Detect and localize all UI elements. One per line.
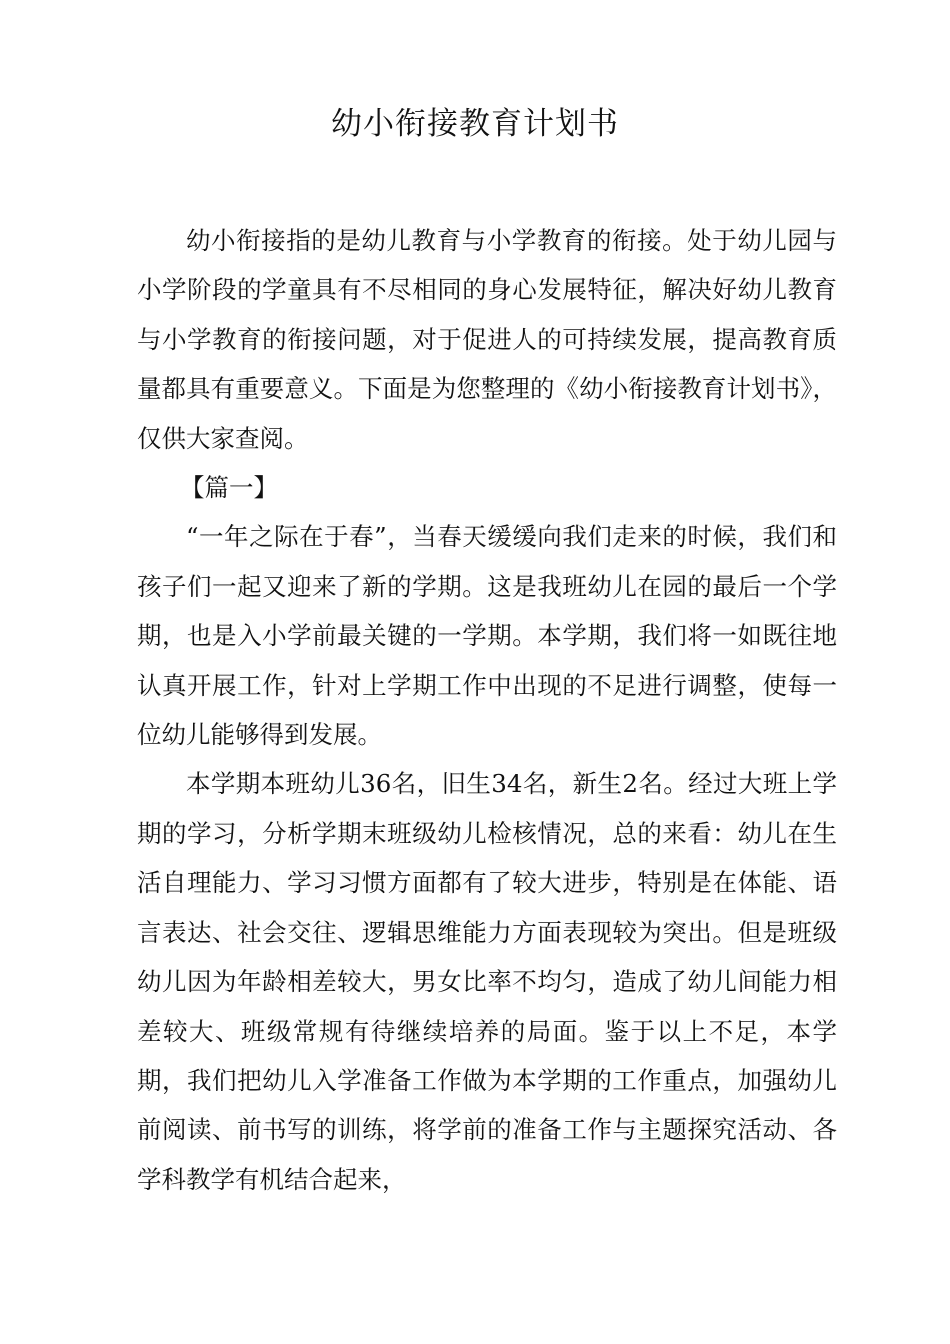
body-paragraph-1: “一年之际在于春”，当春天缓缓向我们走来的时候，我们和孩子们一起又迎来了新的学期。这是我班幼儿在园的最后一个学期，也是入小学前最关键的一学期。本学期，我们将一如既往地认真开展工作，针对上学期工作中出现的不足进行调整，使每一位幼儿能够得到发展。 [137, 522, 837, 750]
document-title: 幼小衔接教育计划书 [331, 106, 619, 142]
section-heading: 【篇一】 [180, 473, 278, 503]
intro-paragraph: 幼小衔接指的是幼儿教育与小学教育的衔接。处于幼儿园与小学阶段的学童具有不尽相同的身心发展特征，解决好幼儿教育与小学教育的衔接问题，对于促进人的可持续发展，提高教育质量都具有重要意义。下面是为您整理的《幼小衔接教育计划书》，仅供大家查阅。 [137, 226, 837, 453]
body-paragraph-2: 本学期本班幼儿36名，旧生34名，新生2名。经过大班上学期的学习，分析学期末班级幼儿检核情况，总的来看：幼儿在生活自理能力、学习习惯方面都有了较大进步，特别是在体能、语言表达、社会交往、逻辑思维能力方面表现较为突出。但是班级幼儿因为年龄相差较大，男女比率不均匀，造成了幼儿间能力相差较大、班级常规有待继续培养的局面。鉴于以上不足，本学期，我们把幼儿入学准备工作做为本学期的工作重点，加强幼儿前阅读、前书写的训练，将学前的准备工作与主题探究活动、各学科教学有机结合起来， [137, 769, 837, 1194]
document-body [137, 216, 837, 1204]
